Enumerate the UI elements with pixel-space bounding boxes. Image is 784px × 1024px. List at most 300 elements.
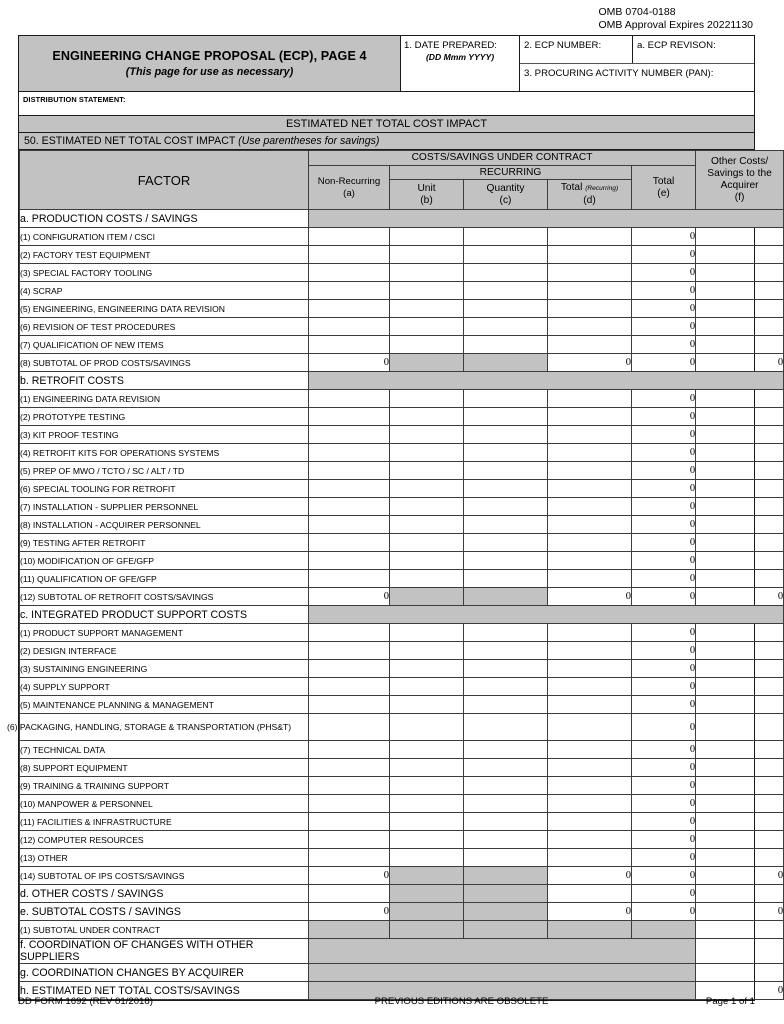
cell-c13-c[interactable] <box>464 849 548 867</box>
cell-a3-d[interactable] <box>548 264 632 282</box>
cell-a8-e: 0 <box>632 354 696 372</box>
cell-a5-c[interactable] <box>464 300 548 318</box>
total-key: (e) <box>657 187 670 199</box>
cell-b7-f[interactable] <box>696 498 784 516</box>
cell-c5-c[interactable] <box>464 696 548 714</box>
cell-b6-e: 0 <box>632 480 696 498</box>
cell-e-d: 0 <box>548 903 632 921</box>
row-label-b-header: b. RETROFIT COSTS <box>20 372 309 390</box>
cell-a4-b[interactable] <box>390 282 464 300</box>
cell-a7-b[interactable] <box>390 336 464 354</box>
cell-c10-a[interactable] <box>309 795 390 813</box>
cell-a2-f[interactable] <box>696 246 784 264</box>
cell-c3-c[interactable] <box>464 660 548 678</box>
col-header-quantity <box>464 180 548 210</box>
cell-a5-f[interactable] <box>696 300 784 318</box>
table-row <box>20 372 784 390</box>
cell-c13-b[interactable] <box>390 849 464 867</box>
cell-c10-c[interactable] <box>464 795 548 813</box>
cell-a4-d[interactable] <box>548 282 632 300</box>
cell-e-b <box>390 903 464 921</box>
cell-b10-e: 0 <box>632 552 696 570</box>
cell-b9-c[interactable] <box>464 534 548 552</box>
table-row <box>20 390 784 408</box>
row-label-a8: (8) SUBTOTAL OF PROD COSTS/SAVINGS <box>20 354 309 372</box>
cell-c1-a[interactable] <box>309 624 390 642</box>
cell-a3-f[interactable] <box>696 264 784 282</box>
row-label-c-header: c. INTEGRATED PRODUCT SUPPORT COSTS <box>20 606 309 624</box>
row-label-c7: (7) TECHNICAL DATA <box>20 741 309 759</box>
cell-a1-c[interactable] <box>464 228 548 246</box>
table-row <box>20 759 784 777</box>
form-footer <box>18 996 755 1007</box>
cell-a6-f[interactable] <box>696 318 784 336</box>
ecp-number-field[interactable] <box>520 36 633 63</box>
cell-b1-c[interactable] <box>464 390 548 408</box>
table-row <box>20 903 784 921</box>
cell-b12-c <box>464 588 548 606</box>
header-fields <box>401 36 754 91</box>
row-a-header-shade <box>309 210 784 228</box>
cell-b2-b[interactable] <box>390 408 464 426</box>
col-header-unit <box>390 180 464 210</box>
row-label-a2: (2) FACTORY TEST EQUIPMENT <box>20 246 309 264</box>
cell-b8-f[interactable] <box>696 516 784 534</box>
cell-b4-c[interactable] <box>464 444 548 462</box>
cell-a7-f[interactable] <box>696 336 784 354</box>
cell-d-e: 0 <box>632 885 696 903</box>
cell-a2-c[interactable] <box>464 246 548 264</box>
row-label-e1: (1) SUBTOTAL UNDER CONTRACT <box>20 921 309 939</box>
cell-b9-a[interactable] <box>309 534 390 552</box>
cell-a6-c[interactable] <box>464 318 548 336</box>
cell-b11-b[interactable] <box>390 570 464 588</box>
table-row <box>20 318 784 336</box>
total-recurring-key: (d) <box>583 195 596 206</box>
table-row <box>20 408 784 426</box>
form-title-band <box>19 36 754 92</box>
cell-b6-f[interactable] <box>696 480 784 498</box>
cell-b12-f: 0 <box>696 588 784 606</box>
cell-b11-e: 0 <box>632 570 696 588</box>
cell-b3-c[interactable] <box>464 426 548 444</box>
cell-a6-e: 0 <box>632 318 696 336</box>
table-row <box>20 849 784 867</box>
table-row <box>20 867 784 885</box>
cell-b11-d[interactable] <box>548 570 632 588</box>
cell-b7-c[interactable] <box>464 498 548 516</box>
cell-g-shade <box>309 964 696 982</box>
item-50-heading <box>19 133 754 150</box>
cell-c8-d[interactable] <box>548 759 632 777</box>
cell-b8-d[interactable] <box>548 516 632 534</box>
cell-b2-d[interactable] <box>548 408 632 426</box>
date-prepared-field[interactable] <box>401 36 520 91</box>
cell-g-f[interactable] <box>696 964 784 982</box>
table-row <box>20 588 784 606</box>
cell-b10-f[interactable] <box>696 552 784 570</box>
cell-c11-d[interactable] <box>548 813 632 831</box>
table-row <box>20 552 784 570</box>
cell-c2-c[interactable] <box>464 642 548 660</box>
row-label-a7: (7) QUALIFICATION OF NEW ITEMS <box>20 336 309 354</box>
row-label-g-header: g. COORDINATION CHANGES BY ACQUIRER <box>20 964 309 982</box>
quantity-label: Quantity <box>486 182 525 194</box>
row-label-b6: (6) SPECIAL TOOLING FOR RETROFIT <box>20 480 309 498</box>
item-50-note: (Use parentheses for savings) <box>238 135 380 147</box>
cell-c5-b[interactable] <box>390 696 464 714</box>
cell-c8-b[interactable] <box>390 759 464 777</box>
cell-b11-f[interactable] <box>696 570 784 588</box>
cell-b1-b[interactable] <box>390 390 464 408</box>
ecp-number-row <box>520 36 754 64</box>
cell-c6-f[interactable] <box>696 714 784 741</box>
unit-label: Unit <box>417 182 436 194</box>
cell-b4-a[interactable] <box>309 444 390 462</box>
cell-b5-a[interactable] <box>309 462 390 480</box>
cell-b7-a[interactable] <box>309 498 390 516</box>
row-label-c10: (10) MANPOWER & PERSONNEL <box>20 795 309 813</box>
cell-c8-a[interactable] <box>309 759 390 777</box>
cell-b1-a[interactable] <box>309 390 390 408</box>
table-row <box>20 516 784 534</box>
total-recurring-note: (Recurring) <box>585 185 619 192</box>
table-row <box>20 813 784 831</box>
table-row <box>20 696 784 714</box>
row-label-c5: (5) MAINTENANCE PLANNING & MANAGEMENT <box>20 696 309 714</box>
cell-c7-c[interactable] <box>464 741 548 759</box>
cell-c9-d[interactable] <box>548 777 632 795</box>
cell-c4-d[interactable] <box>548 678 632 696</box>
cell-b5-c[interactable] <box>464 462 548 480</box>
cell-b6-d[interactable] <box>548 480 632 498</box>
cell-b9-f[interactable] <box>696 534 784 552</box>
cell-c2-f[interactable] <box>696 642 784 660</box>
cell-a7-a[interactable] <box>309 336 390 354</box>
cell-c12-f[interactable] <box>696 831 784 849</box>
cell-c8-f[interactable] <box>696 759 784 777</box>
cell-a4-c[interactable] <box>464 282 548 300</box>
col-header-recurring: RECURRING <box>390 166 632 180</box>
cell-e-e: 0 <box>632 903 696 921</box>
cell-b1-d[interactable] <box>548 390 632 408</box>
cell-b4-b[interactable] <box>390 444 464 462</box>
cell-c7-e: 0 <box>632 741 696 759</box>
cell-c12-a[interactable] <box>309 831 390 849</box>
cell-c14-e: 0 <box>632 867 696 885</box>
cell-c7-f[interactable] <box>696 741 784 759</box>
table-row <box>20 246 784 264</box>
cell-c13-f[interactable] <box>696 849 784 867</box>
cell-c1-f[interactable] <box>696 624 784 642</box>
cell-b12-b <box>390 588 464 606</box>
row-label-c1: (1) PRODUCT SUPPORT MANAGEMENT <box>20 624 309 642</box>
cell-c3-b[interactable] <box>390 660 464 678</box>
cell-c11-c[interactable] <box>464 813 548 831</box>
cell-c4-a[interactable] <box>309 678 390 696</box>
footer-notice: PREVIOUS EDITIONS ARE OBSOLETE <box>374 996 549 1007</box>
cell-c13-a[interactable] <box>309 849 390 867</box>
cell-d-b <box>390 885 464 903</box>
cell-c3-a[interactable] <box>309 660 390 678</box>
cell-a6-a[interactable] <box>309 318 390 336</box>
cell-c3-e: 0 <box>632 660 696 678</box>
cell-b2-e: 0 <box>632 408 696 426</box>
table-row <box>20 660 784 678</box>
table-row <box>20 678 784 696</box>
cell-c8-e: 0 <box>632 759 696 777</box>
table-row <box>20 228 784 246</box>
cell-c8-c[interactable] <box>464 759 548 777</box>
cell-e-a: 0 <box>309 903 390 921</box>
cell-d-f[interactable] <box>696 885 784 903</box>
cell-c7-b[interactable] <box>390 741 464 759</box>
table-row <box>20 498 784 516</box>
cell-c14-d: 0 <box>548 867 632 885</box>
cell-b8-c[interactable] <box>464 516 548 534</box>
cell-c1-b[interactable] <box>390 624 464 642</box>
cell-a7-e: 0 <box>632 336 696 354</box>
table-row <box>20 831 784 849</box>
cell-b3-d[interactable] <box>548 426 632 444</box>
cell-b3-b[interactable] <box>390 426 464 444</box>
cell-c10-d[interactable] <box>548 795 632 813</box>
cell-a5-e: 0 <box>632 300 696 318</box>
cell-b4-d[interactable] <box>548 444 632 462</box>
row-label-d-header: d. OTHER COSTS / SAVINGS <box>20 885 309 903</box>
cell-b12-d: 0 <box>548 588 632 606</box>
cell-c1-c[interactable] <box>464 624 548 642</box>
cell-b4-f[interactable] <box>696 444 784 462</box>
cell-a1-f[interactable] <box>696 228 784 246</box>
cell-f-f[interactable] <box>696 939 784 964</box>
cell-b8-b[interactable] <box>390 516 464 534</box>
cell-a6-d[interactable] <box>548 318 632 336</box>
cell-a5-a[interactable] <box>309 300 390 318</box>
form-body <box>7 35 784 1001</box>
cell-b12-a: 0 <box>309 588 390 606</box>
cell-c14-c <box>464 867 548 885</box>
cell-c13-d[interactable] <box>548 849 632 867</box>
row-label-b2: (2) PROTOTYPE TESTING <box>20 408 309 426</box>
cell-a1-b[interactable] <box>390 228 464 246</box>
page-subtitle: (This page for use as necessary) <box>125 66 294 78</box>
footer-page-number: Page 1 of 1 <box>705 996 755 1007</box>
row-c-header-shade <box>309 606 784 624</box>
cell-a7-c[interactable] <box>464 336 548 354</box>
other-costs-line-1: Other Costs/ <box>710 156 769 167</box>
cell-b10-c[interactable] <box>464 552 548 570</box>
cell-a4-f[interactable] <box>696 282 784 300</box>
cell-c11-b[interactable] <box>390 813 464 831</box>
cell-b11-c[interactable] <box>464 570 548 588</box>
cell-c4-b[interactable] <box>390 678 464 696</box>
form-title-cell <box>19 36 401 91</box>
cell-b8-a[interactable] <box>309 516 390 534</box>
table-row <box>20 939 784 964</box>
cell-b3-a[interactable] <box>309 426 390 444</box>
table-row <box>20 336 784 354</box>
table-row <box>20 462 784 480</box>
ecp-number-label: 2. ECP NUMBER: <box>524 40 602 51</box>
cell-c6-c[interactable] <box>464 714 548 741</box>
cell-e1-a <box>309 921 390 939</box>
row-label-c11: (11) FACILITIES & INFRASTRUCTURE <box>20 813 309 831</box>
cell-b2-f[interactable] <box>696 408 784 426</box>
cell-b5-f[interactable] <box>696 462 784 480</box>
cell-c6-a[interactable] <box>309 714 390 741</box>
cell-a4-a[interactable] <box>309 282 390 300</box>
cell-c5-e: 0 <box>632 696 696 714</box>
row-label-c14: (14) SUBTOTAL OF IPS COSTS/SAVINGS <box>20 867 309 885</box>
cell-a1-d[interactable] <box>548 228 632 246</box>
cell-c7-a[interactable] <box>309 741 390 759</box>
cell-b6-b[interactable] <box>390 480 464 498</box>
cell-b9-e: 0 <box>632 534 696 552</box>
table-row <box>20 210 784 228</box>
cell-a6-b[interactable] <box>390 318 464 336</box>
cell-a1-a[interactable] <box>309 228 390 246</box>
pan-label: 3. PROCURING ACTIVITY NUMBER (PAN): <box>524 68 714 79</box>
section-banner: ESTIMATED NET TOTAL COST IMPACT <box>19 116 754 133</box>
cell-b9-b[interactable] <box>390 534 464 552</box>
cell-c2-a[interactable] <box>309 642 390 660</box>
cell-c11-a[interactable] <box>309 813 390 831</box>
cell-a2-b[interactable] <box>390 246 464 264</box>
cell-b1-e: 0 <box>632 390 696 408</box>
cell-c12-e: 0 <box>632 831 696 849</box>
cell-b3-f[interactable] <box>696 426 784 444</box>
cell-c6-b[interactable] <box>390 714 464 741</box>
cell-b7-e: 0 <box>632 498 696 516</box>
cell-a5-b[interactable] <box>390 300 464 318</box>
cell-d-a[interactable] <box>309 885 390 903</box>
table-row <box>20 777 784 795</box>
cell-c7-d[interactable] <box>548 741 632 759</box>
cell-a3-a[interactable] <box>309 264 390 282</box>
cell-c2-b[interactable] <box>390 642 464 660</box>
col-header-other-costs <box>696 151 784 210</box>
cell-c10-f[interactable] <box>696 795 784 813</box>
cell-b7-d[interactable] <box>548 498 632 516</box>
cell-b7-b[interactable] <box>390 498 464 516</box>
cell-a7-d[interactable] <box>548 336 632 354</box>
cell-b5-d[interactable] <box>548 462 632 480</box>
total-label: Total <box>652 175 675 187</box>
table-row <box>20 426 784 444</box>
cell-c2-d[interactable] <box>548 642 632 660</box>
pan-field[interactable] <box>520 64 754 91</box>
cell-c10-b[interactable] <box>390 795 464 813</box>
cell-b10-d[interactable] <box>548 552 632 570</box>
cell-c1-e: 0 <box>632 624 696 642</box>
cell-c12-d[interactable] <box>548 831 632 849</box>
row-label-b3: (3) KIT PROOF TESTING <box>20 426 309 444</box>
table-row <box>20 570 784 588</box>
cell-a8-c <box>464 354 548 372</box>
cell-b9-d[interactable] <box>548 534 632 552</box>
total-recurring-label: Total <box>560 182 583 193</box>
table-row <box>20 480 784 498</box>
cell-c3-f[interactable] <box>696 660 784 678</box>
cell-c6-d[interactable] <box>548 714 632 741</box>
cell-b6-a[interactable] <box>309 480 390 498</box>
cell-b4-e: 0 <box>632 444 696 462</box>
total-recurring-line <box>548 182 631 195</box>
cell-e-f: 0 <box>696 903 784 921</box>
cell-c12-b[interactable] <box>390 831 464 849</box>
cell-c4-f[interactable] <box>696 678 784 696</box>
cell-a3-c[interactable] <box>464 264 548 282</box>
cell-d-c <box>464 885 548 903</box>
ecp-revision-field[interactable] <box>633 36 754 63</box>
cell-c5-f[interactable] <box>696 696 784 714</box>
cell-c13-e: 0 <box>632 849 696 867</box>
non-recurring-key: (a) <box>343 187 355 199</box>
cell-b2-c[interactable] <box>464 408 548 426</box>
cell-c9-a[interactable] <box>309 777 390 795</box>
table-header-row-1 <box>20 151 784 166</box>
cell-b11-a[interactable] <box>309 570 390 588</box>
other-costs-line-2: Savings to the <box>707 168 772 179</box>
table-row <box>20 795 784 813</box>
cell-c5-d[interactable] <box>548 696 632 714</box>
cell-b10-a[interactable] <box>309 552 390 570</box>
cell-e1-f[interactable] <box>696 921 784 939</box>
omb-number: OMB 0704-0188 <box>598 6 676 18</box>
cell-c4-c[interactable] <box>464 678 548 696</box>
cell-b2-a[interactable] <box>309 408 390 426</box>
cell-a3-b[interactable] <box>390 264 464 282</box>
cell-a1-e: 0 <box>632 228 696 246</box>
cell-c9-f[interactable] <box>696 777 784 795</box>
row-label-h-header: h. ESTIMATED NET TOTAL COSTS/SAVINGS <box>20 982 309 1000</box>
cell-c1-d[interactable] <box>548 624 632 642</box>
unit-key: (b) <box>420 194 433 206</box>
cell-b1-f[interactable] <box>696 390 784 408</box>
cell-c6-e: 0 <box>632 714 696 741</box>
cell-c9-b[interactable] <box>390 777 464 795</box>
cell-c2-e: 0 <box>632 642 696 660</box>
table-row <box>20 642 784 660</box>
col-header-total <box>632 166 696 210</box>
cell-h-f: 0 <box>696 982 784 1000</box>
cell-c5-a[interactable] <box>309 696 390 714</box>
cell-c12-c[interactable] <box>464 831 548 849</box>
cell-a5-d[interactable] <box>548 300 632 318</box>
cell-b6-c[interactable] <box>464 480 548 498</box>
row-label-b8: (8) INSTALLATION - ACQUIRER PERSONNEL <box>20 516 309 534</box>
cell-c14-a: 0 <box>309 867 390 885</box>
cell-e1-d <box>548 921 632 939</box>
cell-a2-a[interactable] <box>309 246 390 264</box>
distribution-statement[interactable] <box>19 92 754 116</box>
cell-a2-d[interactable] <box>548 246 632 264</box>
cell-b8-e: 0 <box>632 516 696 534</box>
cell-c11-f[interactable] <box>696 813 784 831</box>
other-costs-key: (f) <box>734 192 745 203</box>
col-header-costs-savings-under-contract: COSTS/SAVINGS UNDER CONTRACT <box>309 151 696 166</box>
non-recurring-label: Non-Recurring <box>317 175 381 187</box>
table-row <box>20 282 784 300</box>
cell-b10-b[interactable] <box>390 552 464 570</box>
cell-c9-c[interactable] <box>464 777 548 795</box>
table-row <box>20 921 784 939</box>
table-row <box>20 534 784 552</box>
cell-b5-b[interactable] <box>390 462 464 480</box>
cell-c3-d[interactable] <box>548 660 632 678</box>
cell-d-d[interactable] <box>548 885 632 903</box>
